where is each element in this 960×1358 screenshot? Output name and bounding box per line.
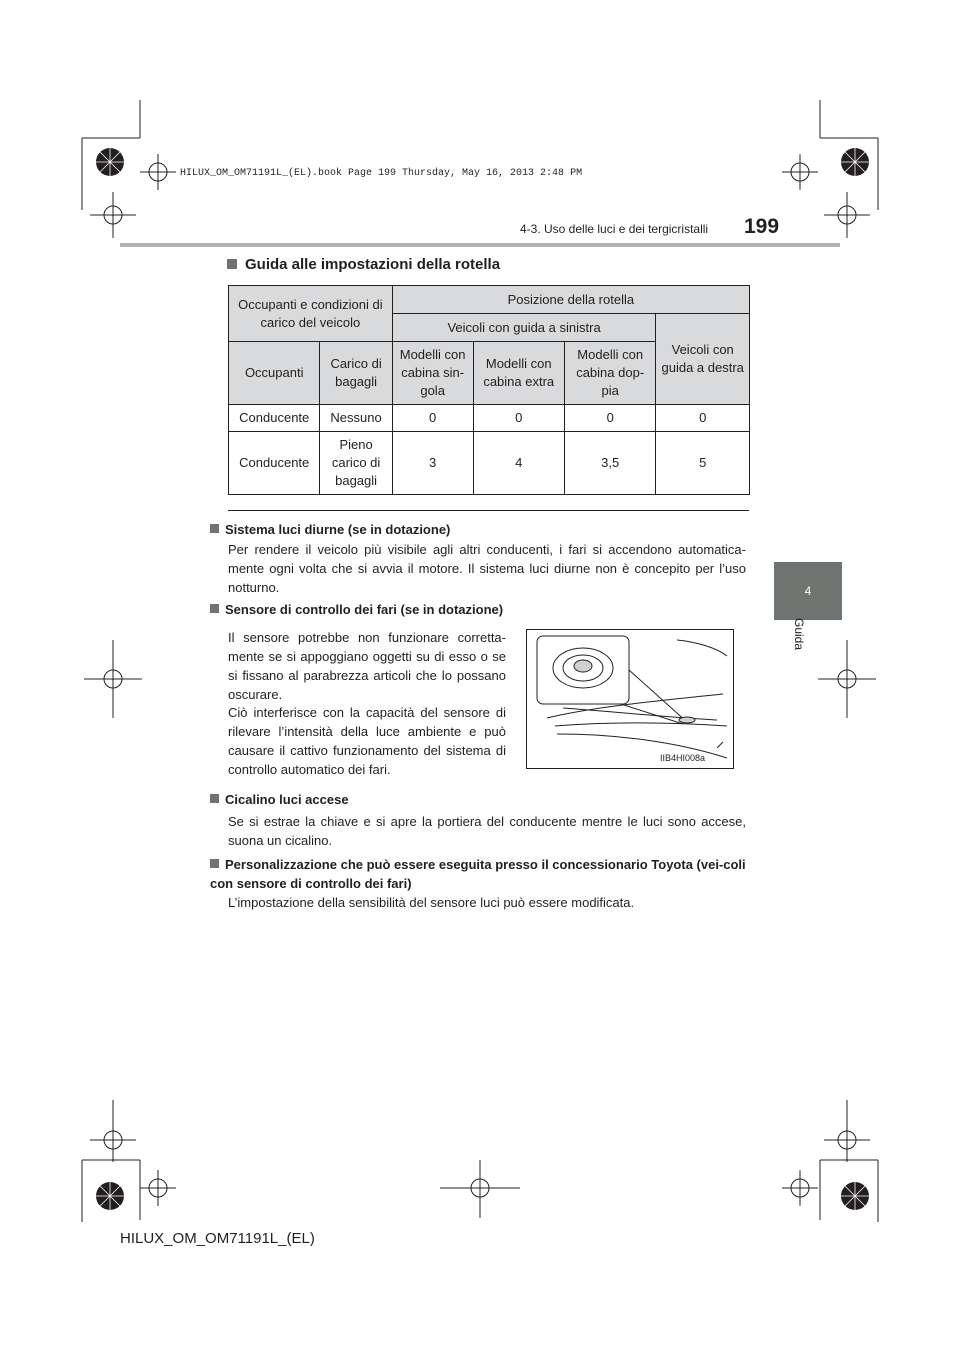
dial-settings-table <box>228 285 750 495</box>
chapter-tab: 4 <box>774 562 842 620</box>
header-rule <box>120 243 840 247</box>
cell-double: 0 <box>564 405 655 432</box>
square-bullet-icon <box>210 604 219 613</box>
custom-heading: Personalizzazione che può essere eseguita presso il concessionario Toyota (vei-coli con sensore di controllo dei fari) <box>210 857 746 891</box>
cell-occupants: Conducente <box>229 432 320 495</box>
header-position: Posizione della rotella <box>392 286 749 314</box>
chapter-label: Guida <box>792 618 806 651</box>
header-lhd: Veicoli con guida a sinistra <box>392 314 656 342</box>
dashboard-sensor-icon <box>527 630 733 768</box>
section-divider <box>228 510 749 511</box>
figure-code: IIB4HI008a <box>660 753 706 763</box>
section-title: 4-3. Uso delle luci e dei tergicristalli <box>520 222 709 236</box>
cell-extra: 4 <box>473 432 564 495</box>
table-title: Guida alle impostazioni della rotella <box>227 256 500 273</box>
cell-single: 3 <box>392 432 473 495</box>
print-info: HILUX_OM_OM71191L_(EL).book Page 199 Thursday, May 16, 2013 2:48 PM <box>180 168 583 179</box>
header-occupants: Occupanti <box>229 342 320 405</box>
sensor-text-2: Ciò interferisce con la capacità del sensore di rilevare l’intensità della luce ambiente e può causare il cattivo funzionamento del sistema di controllo automatico dei fari. <box>228 705 506 777</box>
page-number: 199 <box>744 215 780 238</box>
header-rhd: Veicoli con guida a destra <box>656 314 750 405</box>
cell-rhd: 5 <box>656 432 750 495</box>
header-load: Carico di bagagli <box>320 342 392 405</box>
sensor-text-1: Il sensore potrebbe non funzionare corretta-mente se si appoggiano oggetti su di esso o se si fissano al parabrezza articoli che lo possano oscurare. <box>228 630 506 702</box>
buzzer-heading: Cicalino luci accese <box>210 792 349 807</box>
header-double-cab: Modelli con cabina dop-pia <box>564 342 655 405</box>
square-bullet-icon <box>210 859 219 868</box>
square-bullet-icon <box>227 259 237 269</box>
cell-load: Nessuno <box>320 405 392 432</box>
cell-double: 3,5 <box>564 432 655 495</box>
header-single-cab: Modelli con cabina sin-gola <box>392 342 473 405</box>
sensor-heading: Sensore di controllo dei fari (se in dotazione) <box>210 602 503 617</box>
cell-rhd: 0 <box>656 405 750 432</box>
drl-heading: Sistema luci diurne (se in dotazione) <box>210 522 450 537</box>
header-extra-cab: Modelli con cabina extra <box>473 342 564 405</box>
sensor-illustration <box>526 629 734 769</box>
custom-text: L’impostazione della sensibilità del sensore luci può essere modificata. <box>228 895 635 910</box>
header-occupants-load: Occupanti e condizioni di carico del veicolo <box>229 286 393 342</box>
square-bullet-icon <box>210 794 219 803</box>
table-row <box>229 405 750 432</box>
cell-occupants: Conducente <box>229 405 320 432</box>
square-bullet-icon <box>210 524 219 533</box>
table-row <box>229 432 750 495</box>
cell-load: Pieno carico di bagagli <box>320 432 392 495</box>
cell-extra: 0 <box>473 405 564 432</box>
drl-text: Per rendere il veicolo più visibile agli altri conducenti, i fari si accendono automatica-mente ogni volta che si avvia il motore. Il sistema luci diurne non è concepito per l’uso notturno. <box>228 542 746 595</box>
cell-single: 0 <box>392 405 473 432</box>
buzzer-text: Se si estrae la chiave e si apre la portiera del conducente mentre le luci sono accese, suona un cicalino. <box>228 814 746 848</box>
footer-code: HILUX_OM_OM71191L_(EL) <box>120 1230 315 1247</box>
